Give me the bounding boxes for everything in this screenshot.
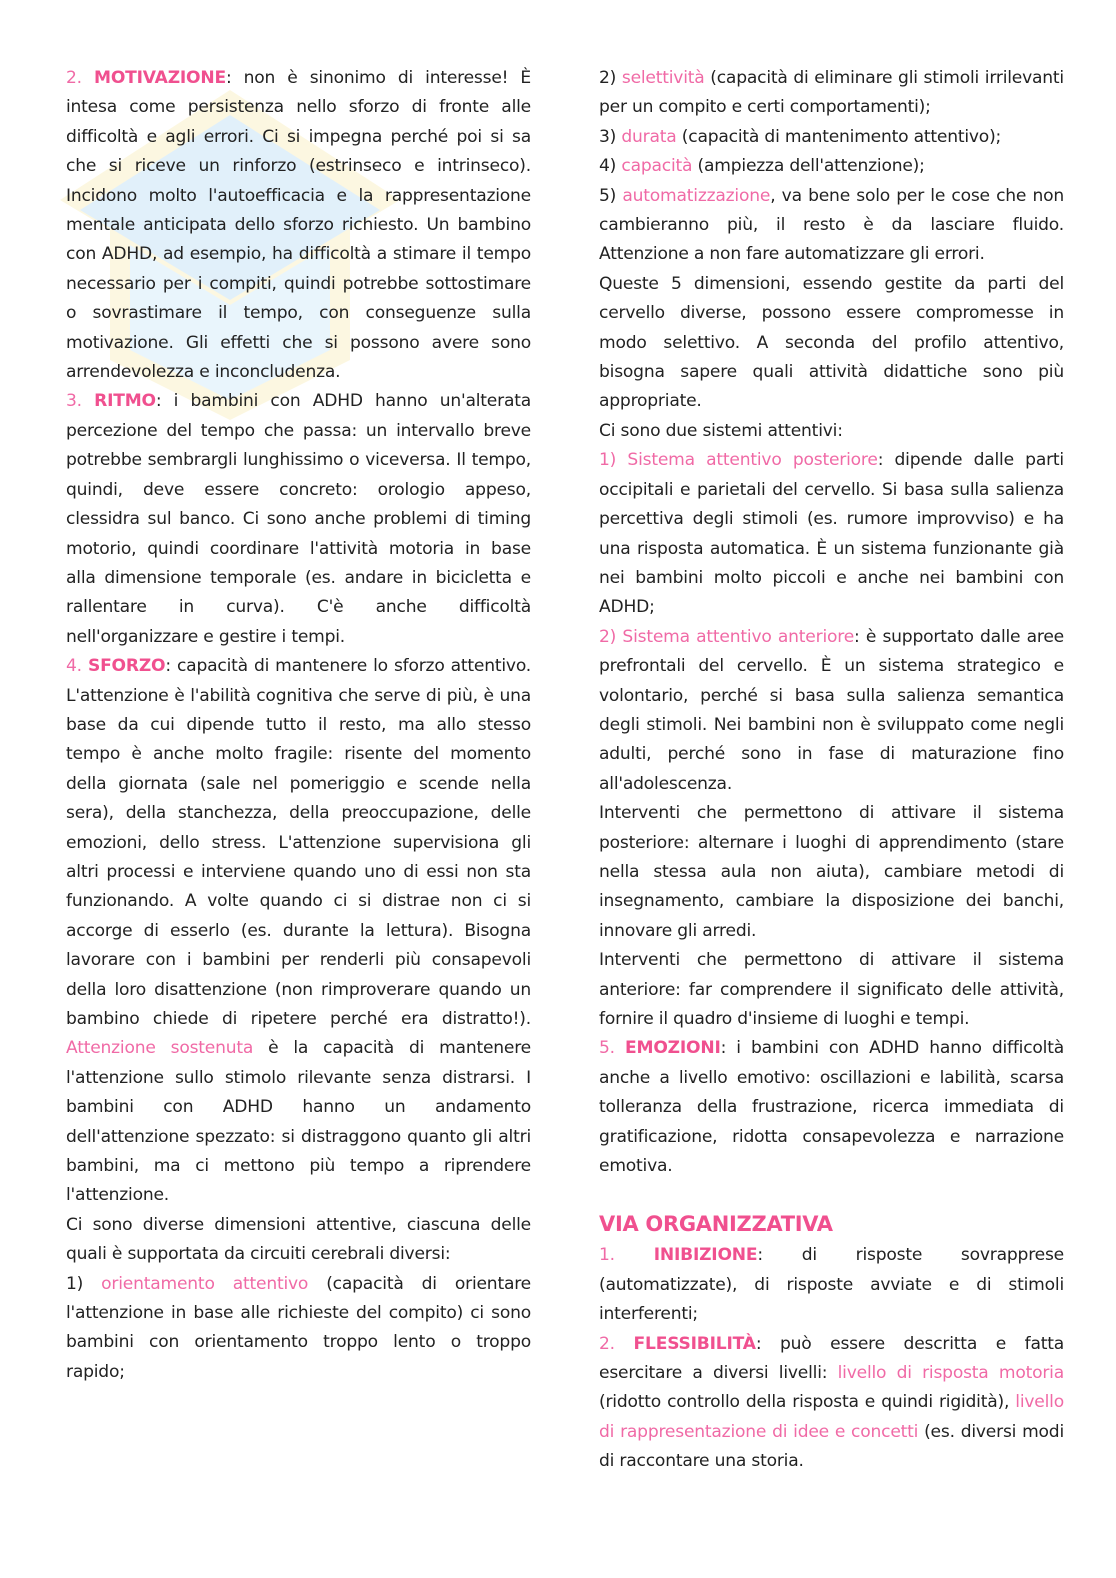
heading-ritmo: RITMO [94,391,156,412]
paragraph-durata [599,123,1064,152]
heading-inibizione: INIBIZIONE [653,1245,758,1266]
heading-motivazione: MOTIVAZIONE [94,68,226,88]
heading-flessibilita: FLESSIBILITÀ [633,1333,756,1354]
term-capacita: capacità [621,156,693,177]
paragraph-sistemi: Ci sono due sistemi attentivi: [599,420,843,441]
term-livello-risposta-motoria: livello di risposta motoria [837,1363,1064,1384]
paragraph-automatizzazione [599,182,1064,270]
text-flessibilita: : può essere descritta e fatta esercitare a diversi livelli: [599,1333,1065,1384]
text-motivazione: : non è sinonimo di interesse! È intesa come persistenza nello sforzo di fronte alle difficoltà e agli errori. Ci si impegna perché poi si sa che si riceve un rinforzo (estrinseco e intrinseco). Incidono molto l'autoefficacia e la rappresentazione mentale anticipata dello sforzo richiesto. Un bambino con ADHD, ad esempio, ha difficoltà a stimare il tempo necessario per i compiti, quindi potrebbe sottostimare o sovrastimare il tempo, con conseguenze sulla motivazione. Gli effetti che si possono avere sono arrendevolezza e inconcludenza. [66,68,532,383]
term-durata: durata [621,126,677,147]
term-orientamento: orientamento attentivo [101,1273,309,1294]
item-number: 2. [599,1333,615,1354]
paragraph-sforzo [66,652,531,1211]
paragraph-inibizione [599,1241,1064,1329]
paragraph-dimensioni: Ci sono diverse dimensioni attentive, ciascuna delle quali è supportata da circuiti cerebrali diversi: [66,1214,531,1265]
heading-sforzo: SFORZO [87,656,166,677]
list-number: 1) [66,1273,102,1294]
item-number: 5. [599,1038,615,1059]
right-column [599,64,1064,1477]
text-ritmo: : i bambini con ADHD hanno un'alterata percezione del tempo che passa: un intervallo breve potrebbe sembrargli lunghissimo o viceversa. Il tempo, quindi, deve essere concreto: orologio appeso, clessidra sul banco. Ci sono anche problemi di timing motorio, quindi coordinare l'attività motoria in base alla dimensione temporale (es. andare in bicicletta e rallentare in curva). C'è anche difficoltà nell'organizzare e gestire i tempi. [66,391,531,647]
term-sistema-posteriore: 1) Sistema attentivo posteriore [599,450,878,471]
item-number: 3. [66,391,82,412]
item-number: 1. [599,1245,615,1266]
paragraph-motivazione [66,64,531,387]
text-durata: (capacità di mantenimento attentivo); [676,126,1002,147]
term-livello-rappresentazione: livello di rappresentazione di idee e concetti [599,1392,1064,1442]
text-selettivita: (capacità di eliminare gli stimoli irrilevanti per un compito e certi comportamenti); [599,68,1064,118]
paragraph-ritmo [66,387,531,652]
paragraph-interventi-posteriore: Interventi che permettono di attivare il sistema posteriore: alternare i luoghi di apprendimento (stare nella stessa aula non aiuta), cambiare metodi di insegnamento, cambiare la disposizione dei banchi, innovare gli arredi. [599,803,1064,941]
list-number: 3) [599,126,622,147]
item-number: 4. [66,656,82,677]
text-sforzo: : capacità di mantenere lo sforzo attentivo. L'attenzione è l'abilità cognitiva che serve di più, è una base da cui dipende tutto il resto, ma allo stesso tempo è anche molto fragile: risente del momento della giornata (sale nel pomeriggio e scende nella sera), della stanchezza, della preoccupazione, delle emozioni, dello stress. L'attenzione supervisiona gli altri processi e interviene quando uno di essi non sta funzionando. A volte quando ci si distrae non ci si accorge di esserlo (es. durante la lettura). Bisogna lavorare con i bambini per renderli più consapevoli della loro disattenzione (non rimproverare quando un bambino chiede di ripetere perché era distratto!). [66,656,532,1029]
left-column [66,64,531,1477]
paragraph-cinque-dimensioni: Queste 5 dimensioni, essendo gestite da parti del cervello diverse, possono essere compromesse in modo selettivo. A seconda del profilo attentivo, bisogna sapere quali attività didattiche sono più appropriate. [599,273,1064,412]
paragraph-orientamento [66,1270,531,1388]
item-number: 2. [66,68,82,88]
text-sforzo-2: è la capacità di mantenere l'attenzione sullo stimolo rilevante senza distrarsi. I bambini con ADHD hanno un andamento dell'attenzione spezzato: si distraggono quanto gli altri bambini, ma ci mettono più tempo a riprendere l'attenzione. [66,1038,531,1206]
text-orientamento: (capacità di orientare l'attenzione in base alle richieste del compito) ci sono bambini con orientamento troppo lento o troppo rapido; [66,1273,531,1382]
list-number: 4) [599,156,622,177]
paragraph-interventi-anteriore: Interventi che permettono di attivare il sistema anteriore: far comprendere il significato delle attività, fornire il quadro d'insieme di luoghi e tempi. [599,950,1064,1029]
heading-emozioni: EMOZIONI [625,1038,721,1059]
text-automatizzazione: , va bene solo per le cose che non cambieranno più, il resto è da lasciare fluido. Attenzione a non fare automatizzare gli errori. [599,185,1064,265]
paragraph-flessibilita [599,1330,1064,1477]
paragraph-emozioni [599,1034,1064,1181]
list-number: 2) [599,68,622,88]
term-attenzione-sostenuta: Attenzione sostenuta [66,1038,254,1059]
term-automatizzazione: automatizzazione [622,185,771,206]
text-inibizione: : di risposte sovrapprese (automatizzate), di risposte avviate e di stimoli interferenti; [599,1245,1064,1325]
section-title-via-organizzativa: VIA ORGANIZZATIVA [599,1212,833,1237]
term-sistema-anteriore: 2) Sistema attentivo anteriore [599,626,855,647]
list-number: 5) [599,185,623,206]
text-sistema-posteriore: : dipende dalle parti occipitali e parietali del cervello. Si basa sulla salienza percettiva degli stimoli (es. rumore improvviso) e ha una risposta automatica. È un sistema funzionante già nei bambini molto piccoli e anche nei bambini con ADHD; [599,450,1064,618]
text-flessibilita-2: (ridotto controllo della risposta e quindi rigidità), [599,1392,1016,1413]
paragraph-selettivita [599,64,1064,123]
paragraph-sistema-posteriore [599,446,1064,622]
text-capacita: (ampiezza dell'attenzione); [692,156,925,177]
text-flessibilita-3: (es. diversi modi di raccontare una storia. [599,1421,1064,1472]
paragraph-sistema-anteriore [599,623,1064,799]
text-sistema-anteriore: : è supportato dalle aree prefrontali del cervello. È un sistema strategico e volontario, perché si basa sulla salienza semantica degli stimoli. Nei bambini non è sviluppato come negli adulti, perché sono in fase di maturazione fino all'adolescenza. [599,626,1064,794]
text-emozioni: : i bambini con ADHD hanno difficoltà anche a livello emotivo: oscillazioni e labilità, scarsa tolleranza della frustrazione, ricerca immediata di gratificazione, ridotta consapevolezza e narrazione emotiva. [599,1038,1064,1177]
term-selettivita: selettività [621,68,705,88]
paragraph-capacita [599,152,1064,181]
